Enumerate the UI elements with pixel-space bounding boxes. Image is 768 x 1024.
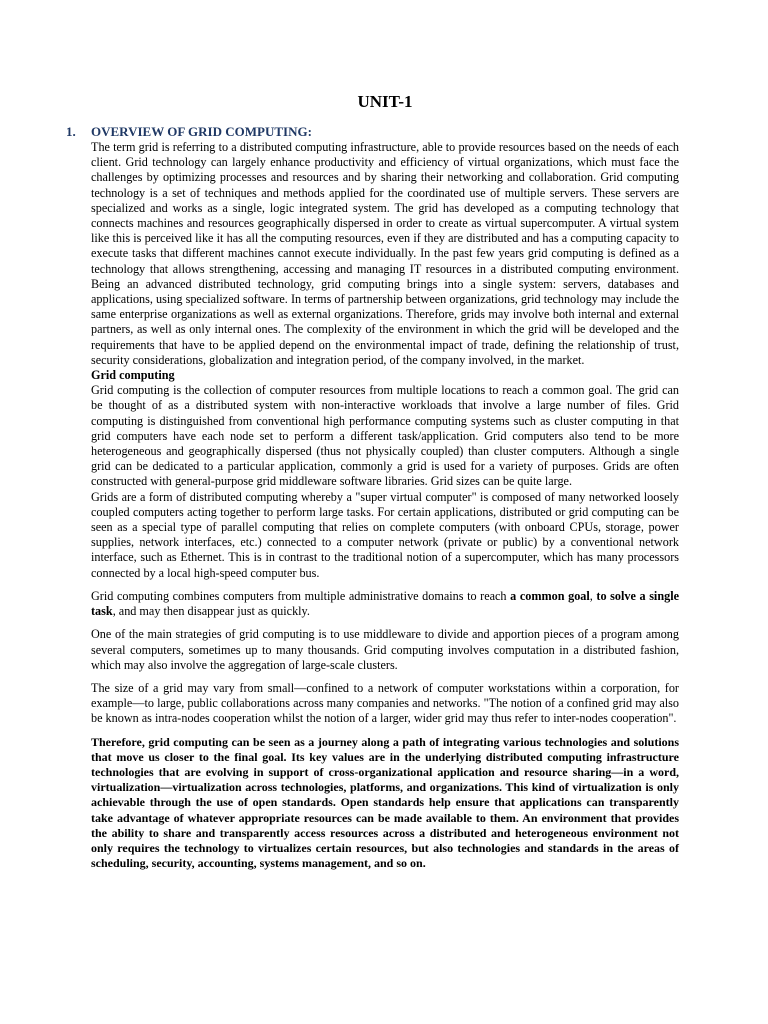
text-span: , [589,588,597,603]
text-span: , and may then disappear just as quickly. [112,604,310,619]
bold-single-task: to solve a single task [91,588,679,619]
bold-common-goal: a common goal [510,588,590,603]
paragraph-grid-combines [91,589,679,619]
paragraph-grid-forms: Grids are a form of distributed computing whereby a "super virtual computer" is composed of many networked loosely coupled computers acting together to perform large tasks. For certain applications, distributed or grid computing can be seen as a special type of parallel computing that relies on complete computers (with onboard CPUs, storage, power supplies, network interfaces, etc.) connected to a computer network (private or public) by a conventional network interface, such as Ethernet. This is in contrast to the traditional notion of a supercomputer, which has many processors connected by a local high-speed computer bus. [91,489,679,580]
section-heading [66,124,679,140]
text-span: Grid computing combines computers from multiple administrative domains to reach [91,588,511,603]
section-heading-text: OVERVIEW OF GRID COMPUTING: [91,124,312,139]
section-number: 1. [66,124,76,139]
paragraph-conclusion: Therefore, grid computing can be seen as a journey along a path of integrating various technologies and solutions that move us closer to the final goal. Its key values are in the underlying distributed computing infrastructure technologies that are evolving in support of cross-organizational application and resource sharing—in a word, virtualization—virtualization across technologies, platforms, and organizations. This kind of virtualization is only achievable through the use of open standards. Open standards help ensure that applications can transparently take advantage of whatever appropriate resources can be made available to them. An environment that provides the ability to share and transparently access resources across a distributed and heterogeneous environment not only requires the technology to virtualizes certain resources, but also technologies and standards in the areas of scheduling, security, accounting, systems management, and so on. [91,734,679,871]
paragraph-intro: The term grid is referring to a distributed computing infrastructure, able to provide resources based on the needs of each client. Grid technology can largely enhance productivity and efficiency of virtual organizations, which must face the challenges by optimizing processes and resources and by sharing their networking and collaboration. Grid computing technology is a set of techniques and methods applied for the coordinated use of multiple servers. These servers are specialized and works as a single, logic integrated system. The grid has developed as a computing technology that connects machines and resources geographically dispersed in order to create as virtual supercomputer. A virtual system like this is perceived like it has all the computing resources, even if they are distributed and has a computing capacity to execute tasks that different machines cannot execute individually. In the past few years grid computing is defined as a technology that allows strengthening, accessing and managing IT resources in a distributed computing environment. Being an advanced distributed technology, grid computing brings into a single system: servers, databases and applications, using specialized software. In terms of partnership between organizations, grid technology may include the same enterprise organizations as well as external organizations. Therefore, grids may involve both internal and external partners, as well as only internal ones. The complexity of the environment in which the grid will be developed and the requirements that have to be applied depend on the environmental impact of trade, defining the relationship of trust, security considerations, globalization and integration period, of the company involved, in the market. [91,140,679,367]
paragraph-grid-definition: Grid computing is the collection of computer resources from multiple locations to reach a common goal. The grid can be thought of as a distributed system with non-interactive workloads that involve a large number of files. Grid computing is distinguished from conventional high performance computing systems such as cluster computing in that grid computers have each node set to perform a different task/application. Grid computers also tend to be more heterogeneous and geographically dispersed (thus not physically coupled) than cluster computers. Although a single grid can be dedicated to a particular application, commonly a grid is used for a variety of purposes. Grids are often constructed with general-purpose grid middleware software libraries. Grid sizes can be quite large. [91,383,679,489]
subheading-grid-computing: Grid computing [91,368,175,383]
paragraph-grid-size: The size of a grid may vary from small—confined to a network of computer workstations within a corporation, for example—to large, public collaborations across many companies and networks. "The notion of a confined grid may also be known as intra-nodes cooperation whilst the notion of a larger, wider grid may thus refer to inter-nodes cooperation". [91,680,679,726]
unit-title: UNIT-1 [357,92,413,111]
paragraph-middleware: One of the main strategies of grid computing is to use middleware to divide and apportion pieces of a program among several computers, sometimes up to many thousands. Grid computing involves computation in a distributed fashion, which may also involve the aggregation of large-scale clusters. [91,627,679,672]
